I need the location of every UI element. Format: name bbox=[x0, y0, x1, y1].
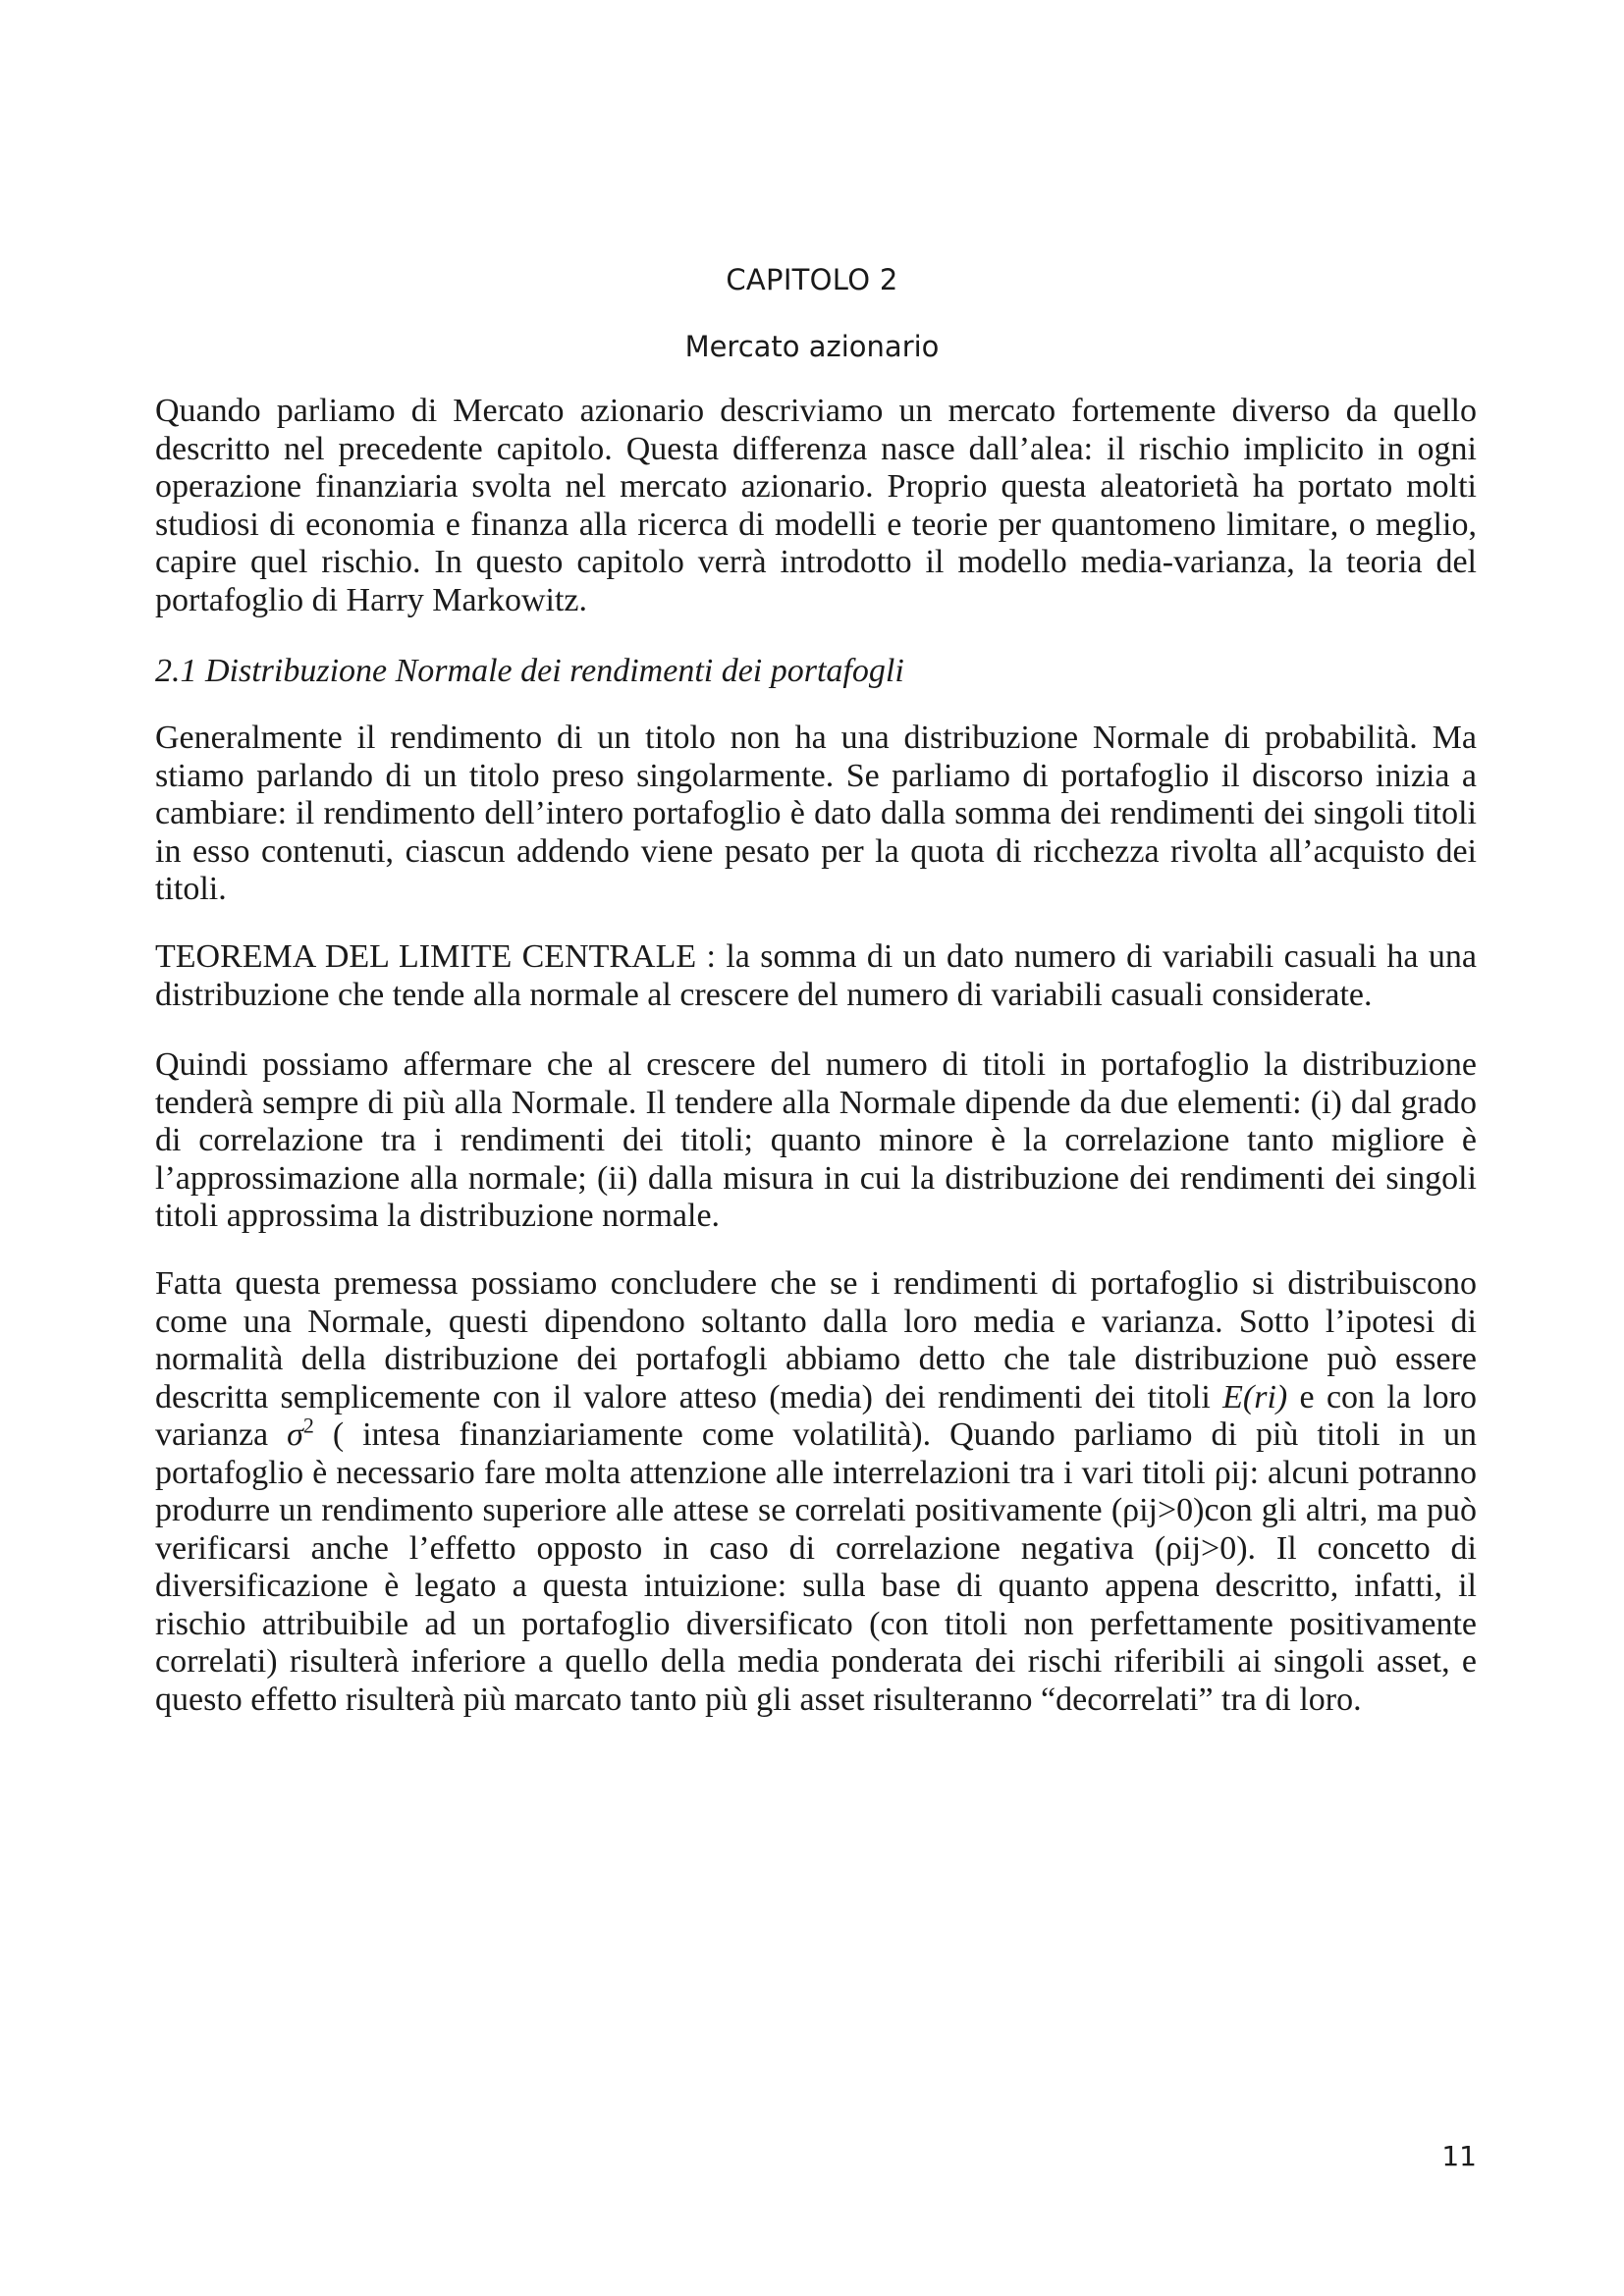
consequence-paragraph: Quindi possiamo affermare che al crescere del numero di titoli in portafoglio la distribuzione tenderà sempre di più alla Normale. Il tendere alla Normale dipende da due elementi: (i) dal grado di correlazione tra i rendimenti dei titoli; quanto minore è la correlazione tanto migliore è l’approssimazione alla normale; (ii) dalla misura in cui la distribuzione dei rendimenti dei singoli titoli approssima la distribuzione normale. bbox=[155, 1046, 1477, 1234]
chapter-subtitle: Mercato azionario bbox=[684, 330, 940, 363]
conclusion-text-3: ( intesa finanziariamente come volatilità). Quando parliamo di più titoli in un portafoglio è necessario fare molta attenzione alle interrelazioni tra i vari titoli ρij: alcuni potranno produrre un rendimento superiore alle attese se correlati positivamente (ρij>0)con gli altri, ma può verificarsi anche l’effetto opposto in caso di correlazione negativa (ρij>0). Il concetto di diversificazione è legato a questa intuizione: sulla base di quanto appena descritto, infatti, il rischio attribuibile ad un portafoglio diversificato (con titoli non perfettamente positivamente correlati) risulterà inferiore a quello della media ponderata dei rischi riferibili ai singoli asset, e questo effetto risulterà più marcato tanto più gli asset risulteranno “decorrelati” tra di loro. bbox=[155, 1416, 1477, 1718]
conclusion-text-1: Fatta questa premessa possiamo concludere che se i rendimenti di portafoglio si distribuiscono come una Normale, questi dipendono soltanto dalla loro media e varianza. Sotto l’ipotesi di normalità della distribuzione dei portafogli abbiamo detto che tale distribuzione può essere descritta semplicemente con il valore atteso (media) dei rendimenti dei titoli bbox=[155, 1265, 1477, 1415]
page-number: 11 bbox=[1441, 2140, 1477, 2172]
theorem-paragraph: TEOREMA DEL LIMITE CENTRALE : la somma di un dato numero di variabili casuali ha una distribuzione che tende alla normale al crescere del numero di variabili casuali considerate. bbox=[155, 938, 1477, 1013]
expected-return-symbol: E(ri) bbox=[1222, 1378, 1288, 1415]
normal-distribution-paragraph: Generalmente il rendimento di un titolo non ha una distribuzione Normale di probabilità. Ma stiamo parlando di un titolo preso singolarmente. Se parliamo di portafoglio il discorso inizia a cambiare: il rendimento dell’intero portafoglio è dato dalla somma dei rendimenti dei singoli titoli in esso contenuti, ciascun addendo viene pesato per la quota di ricchezza rivolta all’acquisto dei titoli. bbox=[155, 720, 1477, 907]
conclusion-paragraph bbox=[155, 1265, 1477, 1719]
chapter-title: CAPITOLO 2 bbox=[726, 263, 898, 296]
conclusion-text-2: e con la loro varianza bbox=[155, 1378, 1477, 1453]
sigma-exponent: 2 bbox=[302, 1413, 314, 1438]
section-heading: 2.1 Distribuzione Normale dei rendimenti dei portafogli bbox=[155, 653, 904, 689]
intro-paragraph: Quando parliamo di Mercato azionario descriviamo un mercato fortemente diverso da quello descritto nel precedente capitolo. Questa differenza nasce dall’alea: il rischio implicito in ogni operazione finanziaria svolta nel mercato azionario. Proprio questa aleatorietà ha portato molti studiosi di economia e finanza alla ricerca di modelli e teorie per quantomeno limitare, o meglio, capire quel rischio. In questo capitolo verrà introdotto il modello media-varianza, la teoria del portafoglio di Harry Markowitz. bbox=[155, 393, 1477, 618]
sigma-symbol: σ bbox=[287, 1416, 303, 1453]
